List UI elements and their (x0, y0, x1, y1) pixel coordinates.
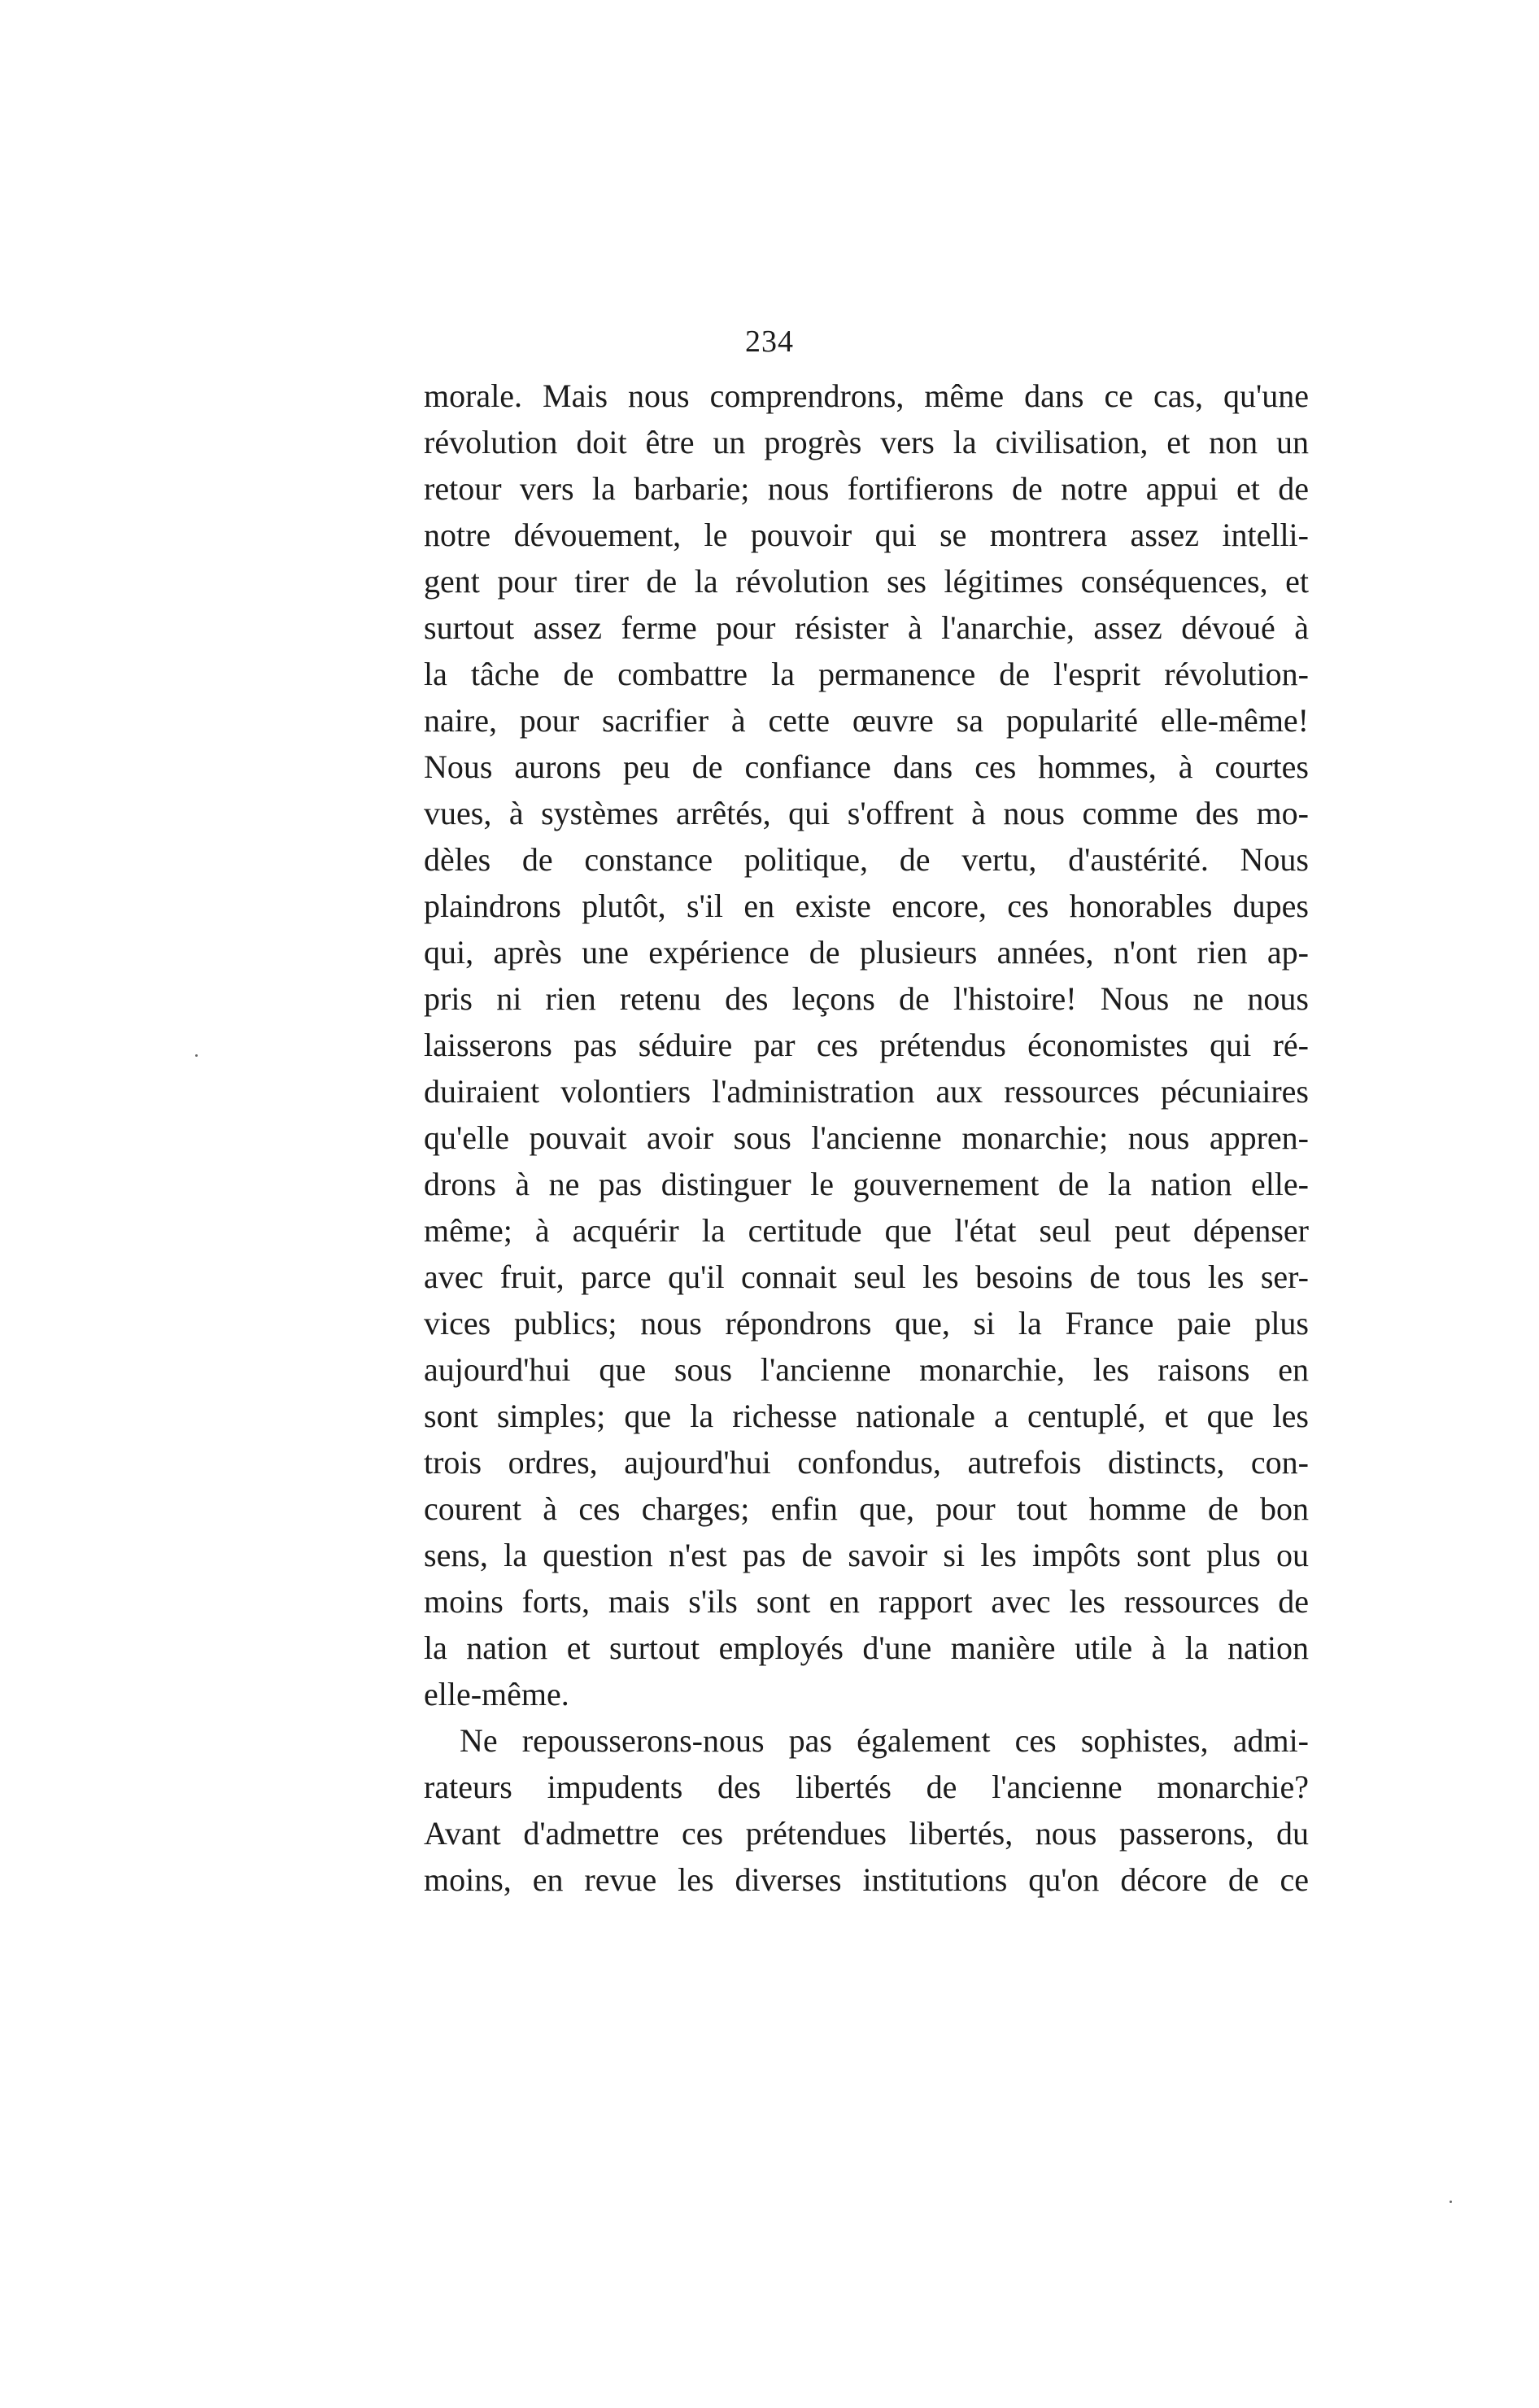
text-line: sens, la question n'est pas de savoir si les impôts sont plus ou (424, 1537, 1309, 1573)
text-line: moins, en revue les diverses institutions qu'on décore de ce (424, 1861, 1309, 1898)
text-line: notre dévouement, le pouvoir qui se montrera assez intelli- (424, 517, 1309, 553)
text-line: révolution doit être un progrès vers la civilisation, et non un (424, 424, 1309, 460)
text-line: Ne repousserons-nous pas également ces sophistes, admi- (460, 1722, 1309, 1759)
text-line: moins forts, mais s'ils sont en rapport avec les ressources de (424, 1583, 1309, 1620)
text-line: sont simples; que la richesse nationale a centuplé, et que les (424, 1398, 1309, 1434)
text-line: surtout assez ferme pour résister à l'anarchie, assez dévoué à (424, 609, 1309, 646)
text-line: Nous aurons peu de confiance dans ces hommes, à courtes (424, 748, 1309, 785)
paragraph-2 (424, 1717, 1309, 1903)
text-line: qu'elle pouvait avoir sous l'ancienne monarchie; nous appren- (424, 1119, 1309, 1156)
text-line: laisserons pas séduire par ces prétendus économistes qui ré- (424, 1027, 1309, 1063)
text-line: courent à ces charges; enfin que, pour tout homme de bon (424, 1490, 1309, 1527)
text-line: la tâche de combattre la permanence de l'esprit révolution- (424, 656, 1309, 692)
text-line: retour vers la barbarie; nous fortifierons de notre appui et de (424, 470, 1309, 507)
text-line: avec fruit, parce qu'il connait seul les besoins de tous les ser- (424, 1259, 1309, 1295)
text-line: gent pour tirer de la révolution ses légitimes conséquences, et (424, 563, 1309, 600)
text-line: naire, pour sacrifier à cette œuvre sa popularité elle-même! (424, 702, 1309, 739)
text-line: même; à acquérir la certitude que l'état seul peut dépenser (424, 1212, 1309, 1249)
text-line: dèles de constance politique, de vertu, d'austérité. Nous (424, 841, 1309, 878)
text-line: vues, à systèmes arrêtés, qui s'offrent à nous comme des mo- (424, 795, 1309, 831)
text-line: qui, après une expérience de plusieurs années, n'ont rien ap- (424, 934, 1309, 971)
text-line: trois ordres, aujourd'hui confondus, autrefois distincts, con- (424, 1444, 1309, 1481)
text-line: pris ni rien retenu des leçons de l'histoire! Nous ne nous (424, 980, 1309, 1017)
page-number: 234 (745, 325, 794, 359)
text-line: la nation et surtout employés d'une manière utile à la nation (424, 1629, 1309, 1666)
text-line: vices publics; nous répondrons que, si la France paie plus (424, 1305, 1309, 1341)
text-line: drons à ne pas distinguer le gouvernement de la nation elle- (424, 1166, 1309, 1202)
paragraph-1 (424, 373, 1309, 1717)
text-line: morale. Mais nous comprendrons, même dans ce cas, qu'une (424, 377, 1309, 414)
body-text (424, 373, 1309, 1903)
text-line: rateurs impudents des libertés de l'ancienne monarchie? (424, 1769, 1309, 1805)
text-line: elle-même. (424, 1676, 569, 1712)
text-line: plaindrons plutôt, s'il en existe encore, ces honorables dupes (424, 888, 1309, 924)
text-line: Avant d'admettre ces prétendues libertés, nous passerons, du (424, 1815, 1309, 1852)
scan-speck (1450, 2201, 1452, 2203)
text-line: duiraient volontiers l'administration aux ressources pécuniaires (424, 1073, 1309, 1110)
text-line: aujourd'hui que sous l'ancienne monarchie, les raisons en (424, 1351, 1309, 1388)
scan-speck (195, 1054, 198, 1057)
